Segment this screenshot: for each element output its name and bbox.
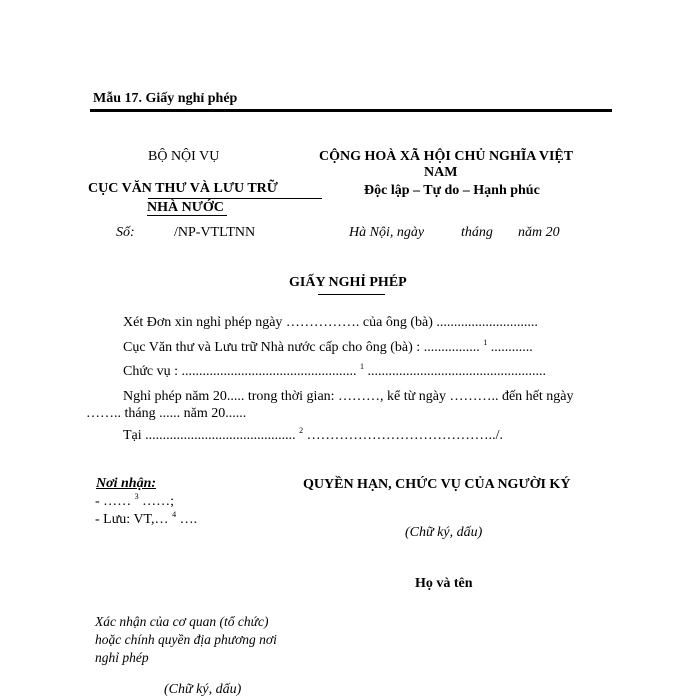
- recipient-item-2: [95, 512, 197, 528]
- confirmation-signature-note: (Chữ ký, dấu): [164, 682, 242, 697]
- place-date: Hà Nội, ngày: [349, 225, 425, 240]
- footnote-ref-3: 3: [134, 492, 139, 501]
- recipient-item-1-text: - ……: [95, 494, 132, 509]
- body-line-3-dots: ...................................................: [367, 364, 547, 379]
- recipient-item-1-dots: ……;: [142, 494, 175, 509]
- document-title: GIẤY NGHỈ PHÉP: [289, 275, 407, 290]
- confirmation-line-2: hoặc chính quyền địa phương nơi: [95, 632, 277, 647]
- document-title-underline: [318, 294, 385, 295]
- body-line-5: …….. tháng ...... năm 20......: [86, 406, 247, 421]
- recipients-label: Nơi nhận:: [96, 476, 157, 491]
- country-name-line2: NAM: [424, 165, 458, 180]
- signer-authority: QUYỀN HẠN, CHỨC VỤ CỦA NGƯỜI KÝ: [303, 477, 571, 492]
- recipient-item-2-dots: ….: [179, 512, 198, 527]
- department-name-line2: NHÀ NƯỚC: [147, 200, 224, 215]
- department-underline: [148, 198, 322, 199]
- number-label: Số:: [116, 225, 135, 240]
- number-code: /NP-VTLTNN: [174, 225, 256, 240]
- signature-note: (Chữ ký, dấu): [405, 525, 483, 540]
- department-name-line1: CỤC VĂN THƯ VÀ LƯU TRỮ: [88, 181, 278, 196]
- confirmation-line-1: Xác nhận của cơ quan (tổ chức): [95, 614, 269, 629]
- form-title: Mẫu 17. Giấy nghỉ phép: [93, 91, 238, 106]
- body-line-6-text: Tại ...........................................: [123, 428, 296, 443]
- body-line-2-dots: ............: [490, 340, 533, 355]
- department-underline-2: [147, 215, 227, 216]
- signer-name: Họ và tên: [415, 576, 473, 591]
- footnote-ref-2: 2: [299, 426, 304, 435]
- body-line-2-text: Cục Văn thư và Lưu trữ Nhà nước cấp cho ông (bà) : ................: [123, 340, 480, 355]
- recipient-item-1: [95, 494, 174, 510]
- date-month: tháng: [461, 225, 493, 240]
- footnote-ref-1: 1: [483, 338, 488, 347]
- ministry-name: BỘ NỘI VỤ: [148, 149, 220, 164]
- body-line-2: [123, 340, 533, 356]
- footnote-ref-4: 4: [172, 510, 177, 519]
- body-line-1: Xét Đơn xin nghỉ phép ngày ……………. của ông (bà) .............................: [123, 315, 538, 330]
- body-line-6-dots: …………………………………../.: [306, 428, 504, 443]
- body-line-3: [123, 364, 546, 380]
- recipient-item-2-text: - Lưu: VT,…: [95, 512, 169, 527]
- body-line-3-text: Chức vụ : ..................................................: [123, 364, 357, 379]
- motto: Độc lập – Tự do – Hạnh phúc: [364, 183, 540, 198]
- date-year: năm 20: [518, 225, 560, 240]
- confirmation-line-3: nghỉ phép: [95, 650, 149, 665]
- body-line-4: Nghỉ phép năm 20..... trong thời gian: ………, kể từ ngày ……….. đến hết ngày: [123, 389, 574, 404]
- title-divider: [90, 109, 612, 112]
- body-line-6: [123, 428, 503, 444]
- footnote-ref-1b: 1: [360, 362, 365, 371]
- country-name-line1: CỘNG HOÀ XÃ HỘI CHỦ NGHĨA VIỆT: [319, 149, 574, 164]
